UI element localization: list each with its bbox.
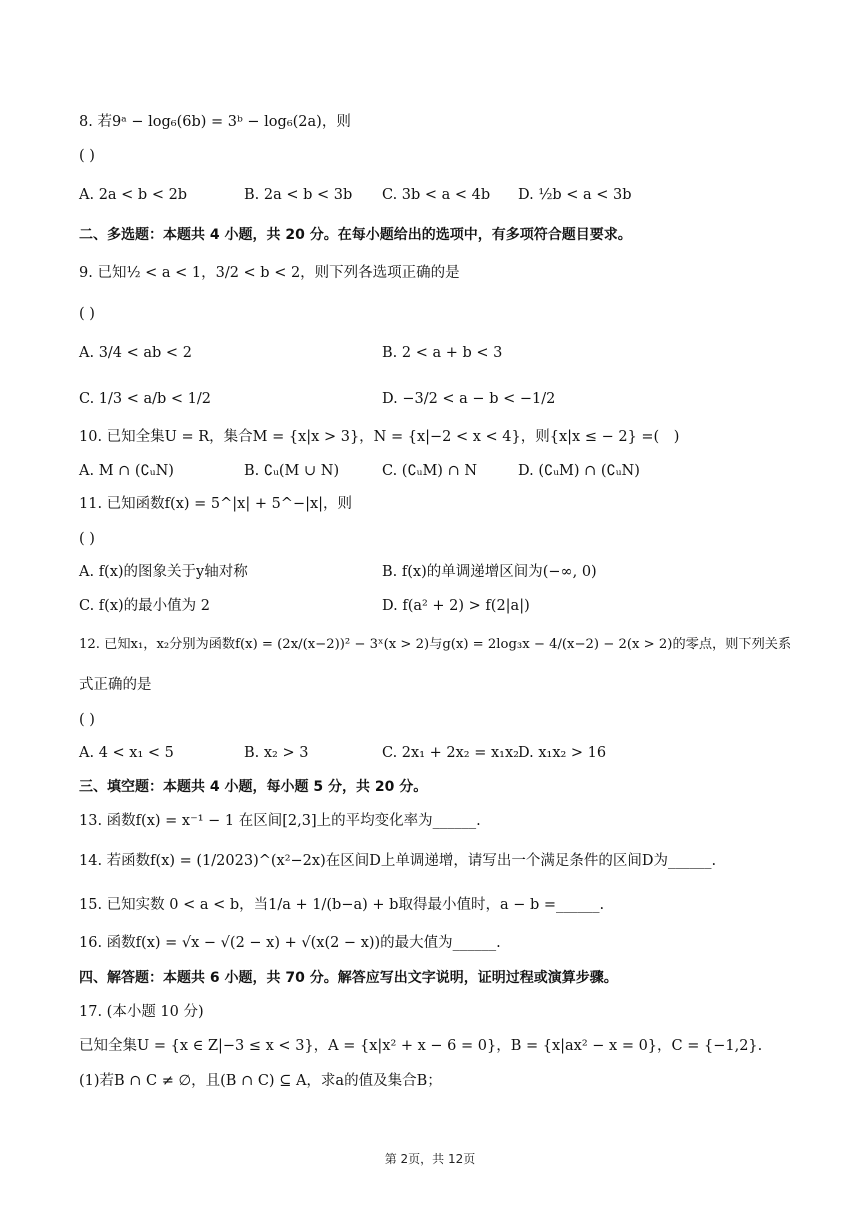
q11-option-d: D. f(a² + 2) > f(2|a|) (382, 598, 530, 614)
q11-paren: ( ) (79, 531, 95, 547)
section-4-heading: 四、解答题：本题共 6 小题，共 70 分。解答应写出文字说明，证明过程或演算步骤。 (79, 970, 618, 986)
q17-part-1: (1)若B ∩ C ≠ ∅，且(B ∩ C) ⊆ A，求a的值及集合B； (79, 1073, 442, 1089)
q11-stem: 11. 已知函数f(x) = 5^|x| + 5^−|x|，则 (79, 496, 353, 512)
q8-option-b: B. 2a < b < 3b (244, 187, 353, 203)
q9-option-d: D. −3/2 < a − b < −1/2 (382, 391, 556, 407)
q9-option-a: A. 3/4 < ab < 2 (79, 345, 192, 361)
q12-option-c: C. 2x₁ + 2x₂ = x₁x₂ (382, 745, 519, 761)
q10-stem: 10. 已知全集U = R，集合M = {x|x > 3}，N = {x|−2 < x < 4}，则{x|x ≤ − 2} =( ) (79, 429, 680, 445)
q12-stem-continued: 式正确的是 (79, 677, 152, 693)
q8-option-d: D. ½b < a < 3b (518, 187, 632, 203)
q8-paren: ( ) (79, 148, 95, 164)
q15-text: 15. 已知实数 0 < a < b，当1/a + 1/(b−a) + b取得最小值时，a − b =______. (79, 897, 605, 913)
q9-option-c: C. 1/3 < a/b < 1/2 (79, 391, 212, 407)
q12-option-a: A. 4 < x₁ < 5 (79, 745, 174, 761)
q10-option-c: C. (∁ᵤM) ∩ N (382, 463, 478, 479)
q10-option-d: D. (∁ᵤM) ∩ (∁ᵤN) (518, 463, 640, 479)
q17-heading: 17. (本小题 10 分) (79, 1004, 204, 1020)
q10-option-b: B. ∁ᵤ(M ∪ N) (244, 463, 340, 479)
q17-given: 已知全集U = {x ∈ Z|−3 ≤ x < 3}，A = {x|x² + x − 6 = 0}，B = {x|ax² − x = 0}，C = {−1,2}. (79, 1038, 763, 1054)
q9-option-b: B. 2 < a + b < 3 (382, 345, 503, 361)
section-3-heading: 三、填空题：本题共 4 小题，每小题 5 分，共 20 分。 (79, 779, 428, 795)
q9-paren: ( ) (79, 306, 95, 322)
q12-option-d: D. x₁x₂ > 16 (518, 745, 607, 761)
q11-option-b: B. f(x)的单调递增区间为(−∞, 0) (382, 564, 597, 580)
q14-text: 14. 若函数f(x) = (1/2023)^(x²−2x)在区间D上单调递增，请写出一个满足条件的区间D为______. (79, 853, 717, 869)
q12-paren: ( ) (79, 712, 95, 728)
q9-stem: 9. 已知½ < a < 1，3/2 < b < 2，则下列各选项正确的是 (79, 265, 460, 281)
q11-option-c: C. f(x)的最小值为 2 (79, 598, 210, 614)
q12-option-b: B. x₂ > 3 (244, 745, 309, 761)
q12-stem: 12. 已知x₁，x₂分别为函数f(x) = (2x/(x−2))² − 3ˣ(x > 2)与g(x) = 2log₃x − 4/(x−2) − 2(x > 2)的零点，则下列关系 (79, 637, 792, 652)
q11-option-a: A. f(x)的图象关于y轴对称 (79, 564, 248, 580)
q10-option-a: A. M ∩ (∁ᵤN) (79, 463, 174, 479)
section-2-heading: 二、多选题：本题共 4 小题，共 20 分。在每小题给出的选项中，有多项符合题目要求。 (79, 227, 632, 243)
q8-option-c: C. 3b < a < 4b (382, 187, 491, 203)
q13-text: 13. 函数f(x) = x⁻¹ − 1 在区间[2,3]上的平均变化率为______. (79, 813, 481, 829)
q16-text: 16. 函数f(x) = √x − √(2 − x) + √(x(2 − x))的最大值为______. (79, 935, 501, 951)
q8-option-a: A. 2a < b < 2b (79, 187, 188, 203)
q8-stem: 8. 若9ᵃ − log₆(6b) = 3ᵇ − log₆(2a)，则 (79, 114, 351, 130)
page-footer: 第 2页，共 12页 (384, 1152, 476, 1166)
